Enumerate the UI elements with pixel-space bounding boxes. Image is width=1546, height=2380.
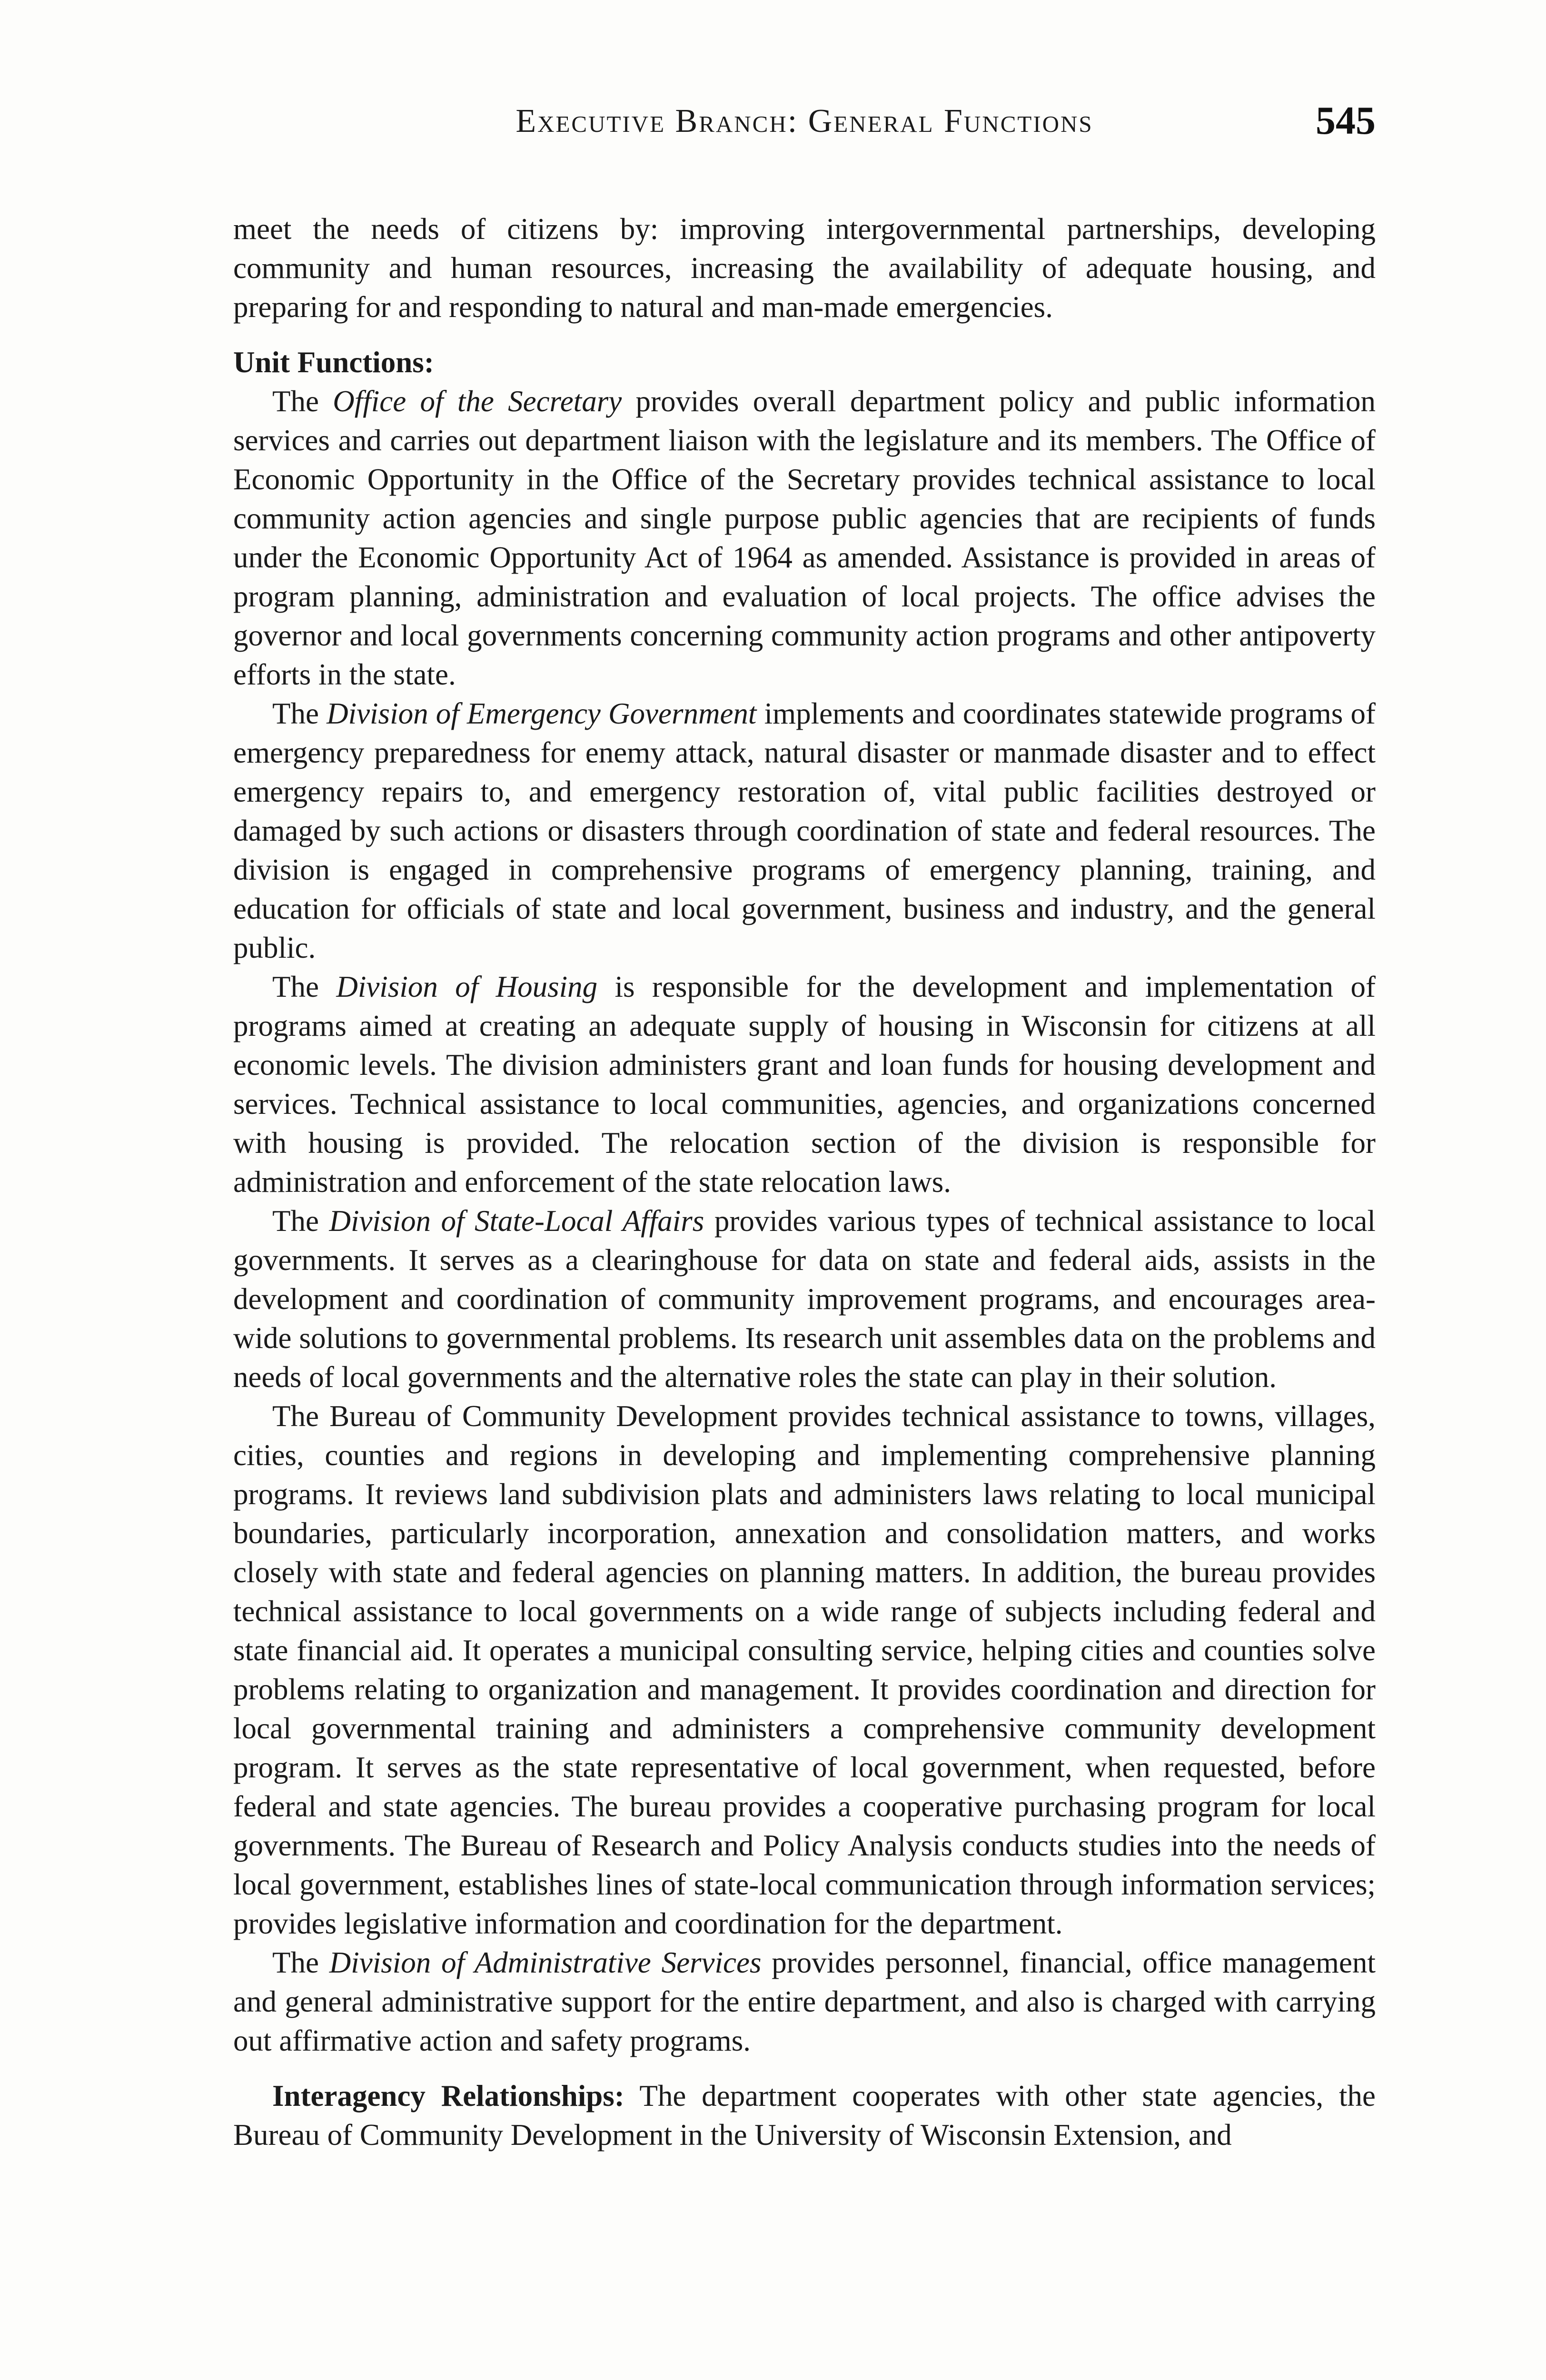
interagency-paragraph (233, 2076, 1376, 2154)
paragraph-text: provides personnel, financial, office management and general administrative support for the entire department, and also is charged with carrying out affirmative action and safety programs. (233, 1946, 1376, 2057)
paragraph-text: implements and coordinates statewide programs of emergency preparedness for enemy attack, natural disaster or manmade disaster and to effect emergency repairs to, and emergency restoration of, vital public facilities destroyed or damaged by such actions or disasters through coordination of state and federal resources. The division is engaged in comprehensive programs of emergency planning, training, and education for officials of state and local government, business and industry, and the general public. (233, 697, 1376, 964)
unit-name: Division of Housing (336, 970, 598, 1003)
housing-paragraph (233, 967, 1376, 1201)
unit-name: Division of Emergency Government (327, 697, 757, 730)
paragraph-lead: The (272, 385, 333, 418)
paragraph-text: provides various types of technical assistance to local governments. It serves as a clearinghouse for data on state and federal aids, assists in the development and coordination of community improvement programs, and encourages area-wide solutions to governmental problems. Its research unit assembles data on the problems and needs of local governments and the alternative roles the state can play in their solution. (233, 1204, 1376, 1394)
running-title: Executive Branch: General Functions (515, 103, 1093, 139)
unit-functions-heading: Unit Functions: (233, 346, 434, 379)
paragraph-text: provides overall department policy and public information services and carries out department liaison with the legislature and its members. The Office of Economic Opportunity in the Office of the Secretary provides technical assistance to local community action agencies and single purpose public agencies that are recipients of funds under the Economic Opportunity Act of 1964 as amended. Assistance is provided in areas of program planning, administration and evaluation of local projects. The office advises the governor and local governments concerning community action programs and other antipoverty efforts in the state. (233, 385, 1376, 691)
paragraph-lead: The (272, 970, 337, 1003)
unit-name: Division of Administrative Services (329, 1946, 762, 1979)
community-development-paragraph: The Bureau of Community Development provides technical assistance to towns, villages, cities, counties and regions in developing and implementing comprehensive planning programs. It reviews land subdivision plats and administers laws relating to local municipal boundaries, particularly incorporation, annexation and consolidation matters, and works closely with state and federal agencies on planning matters. In addition, the bureau provides technical assistance to local governments on a wide range of subjects including federal and state financial aid. It operates a municipal consulting service, helping cities and counties solve problems relating to organization and management. It provides coordination and direction for local governmental training and administers a comprehensive community development program. It serves as the state representative of local government, when requested, before federal and state agencies. The bureau provides a cooperative purchasing program for local governments. The Bureau of Research and Policy Analysis conducts studies into the needs of local government, establishes lines of state-local communication through information services; provides legislative information and coordination for the department. (233, 1399, 1376, 1940)
unit-name: Division of State-Local Affairs (329, 1204, 704, 1238)
emergency-government-paragraph (233, 694, 1376, 967)
paragraph-text: is responsible for the development and implementation of programs aimed at creating an adequate supply of housing in Wisconsin for citizens at all economic levels. The division administers grant and loan funds for housing development and services. Technical assistance to local communities, agencies, and organizations concerned with housing is provided. The relocation section of the division is responsible for administration and enforcement of the state relocation laws. (233, 970, 1376, 1199)
paragraph-lead: The (272, 1204, 329, 1238)
paragraph-text: The department cooperates with other state agencies, the Bureau of Community Development in the University of Wisconsin Extension, and (233, 2079, 1376, 2152)
state-local-affairs-paragraph (233, 1201, 1376, 1397)
interagency-heading: Interagency Relationships: (272, 2079, 624, 2112)
body-text (233, 209, 1376, 2154)
administrative-services-paragraph (233, 1943, 1376, 2060)
running-header (233, 98, 1376, 150)
office-secretary-paragraph (233, 382, 1376, 694)
paragraph-lead: The (272, 1946, 329, 1979)
page-number: 545 (1316, 99, 1376, 143)
unit-name: Office of the Secretary (333, 385, 622, 418)
intro-paragraph: meet the needs of citizens by: improving intergovernmental partnerships, developing community and human resources, increasing the availability of adequate housing, and preparing for and responding to natural and man-made emergencies. (233, 212, 1376, 324)
paragraph-lead: The (272, 697, 327, 730)
